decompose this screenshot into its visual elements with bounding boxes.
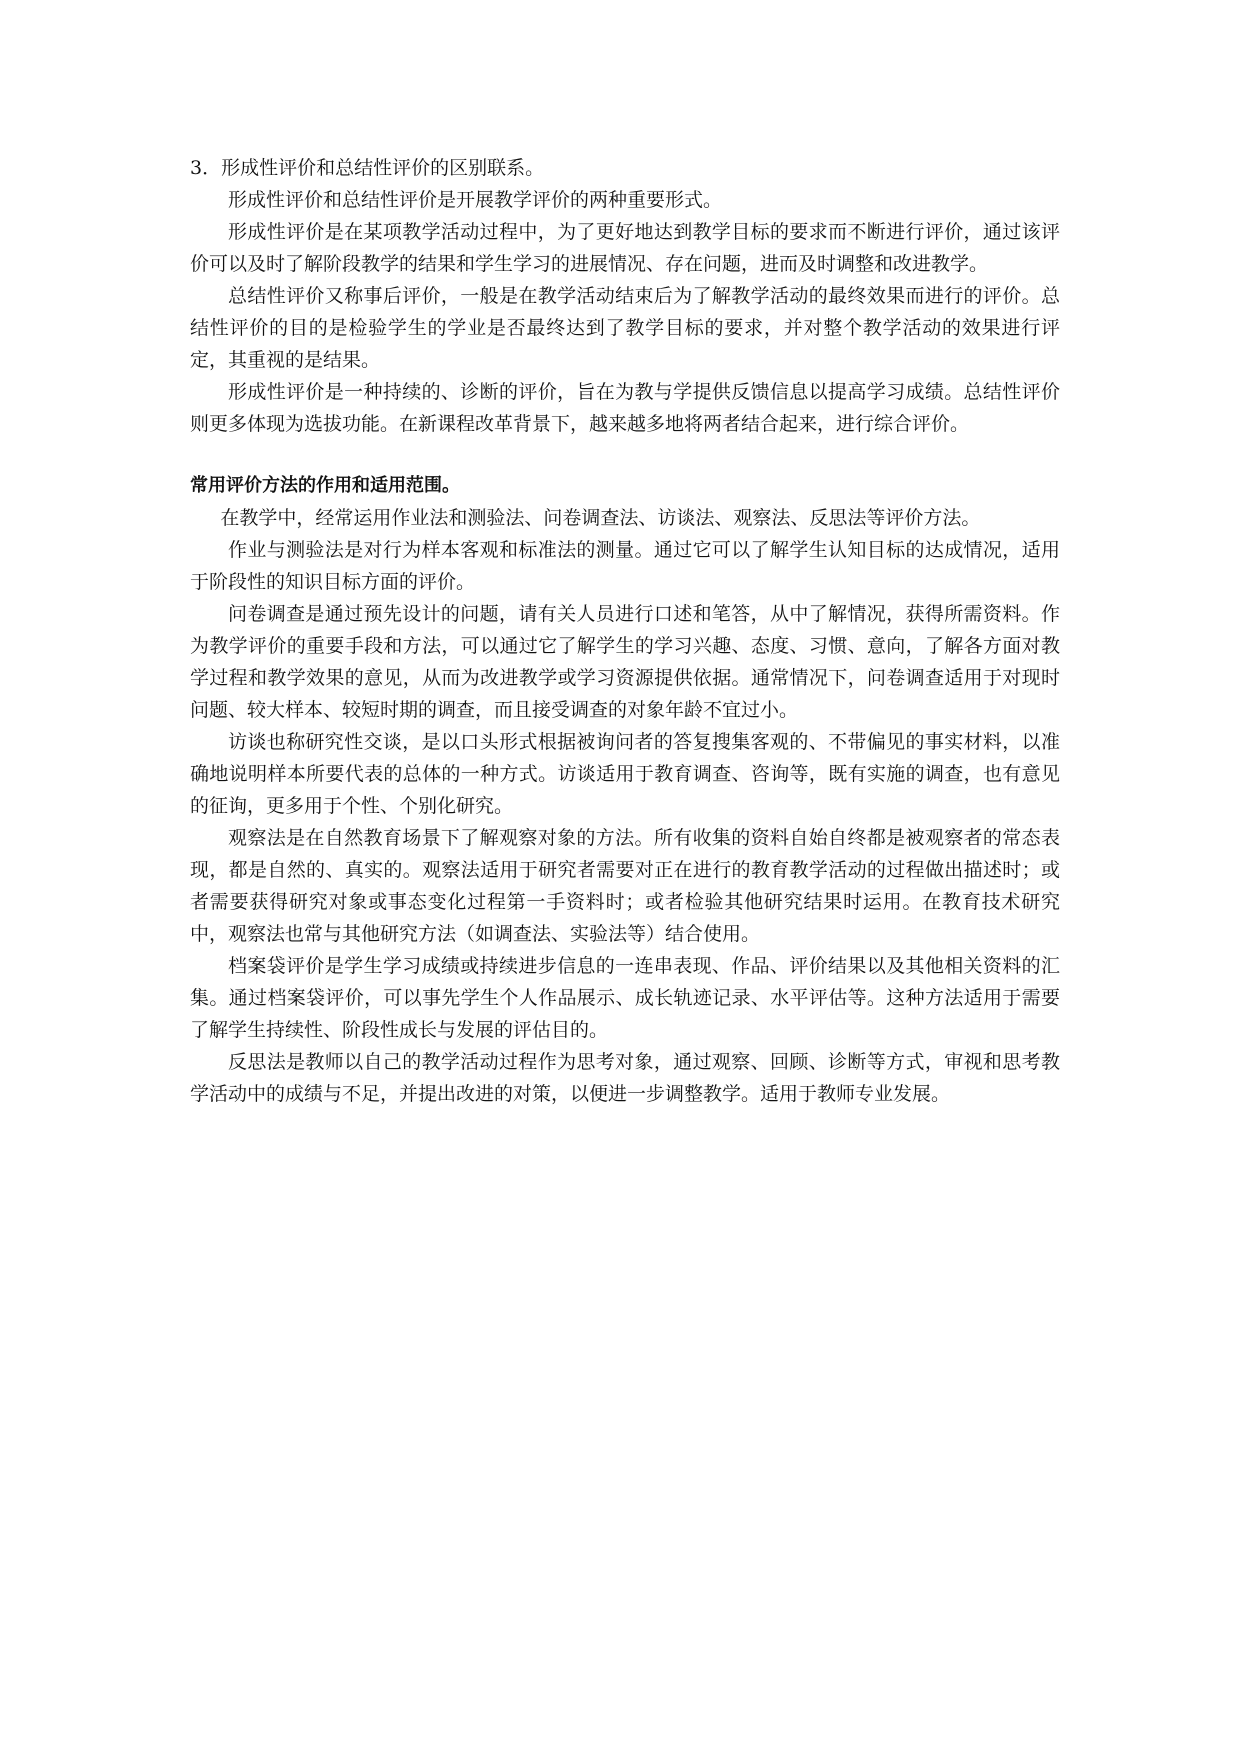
section-heading: 常用评价方法的作用和适用范围。 — [190, 475, 460, 496]
paragraph: 问卷调查是通过预先设计的问题，请有关人员进行口述和笔答，从中了解情况，获得所需资料。作为教学评价的重要手段和方法，可以通过它了解学生的学习兴趣、态度、习惯、意向，了解各方面对教学过程和教学效果的意见，从而为改进教学或学习资源提供依据。通常情况下，问卷调查适用于对现时问题、较大样本、较短时期的调查，而且接受调查的对象年龄不宜过小。 — [190, 603, 1060, 721]
paragraph: 档案袋评价是学生学习成绩或持续进步信息的一连串表现、作品、评价结果以及其他相关资料的汇集。通过档案袋评价，可以事先学生个人作品展示、成长轨迹记录、水平评估等。这种方法适用于需要了解学生持续性、阶段性成长与发展的评估目的。 — [190, 955, 1060, 1041]
paragraph: 总结性评价又称事后评价，一般是在教学活动结束后为了解教学活动的最终效果而进行的评价。总结性评价的目的是检验学生的学业是否最终达到了教学目标的要求，并对整个教学活动的效果进行评定，其重视的是结果。 — [190, 285, 1060, 371]
paragraph: 观察法是在自然教育场景下了解观察对象的方法。所有收集的资料自始自终都是被观察者的常态表现，都是自然的、真实的。观察法适用于研究者需要对正在进行的教育教学活动的过程做出描述时；或者需要获得研究对象或事态变化过程第一手资料时；或者检验其他研究结果时运用。在教育技术研究中，观察法也常与其他研究方法（如调查法、实验法等）结合使用。 — [190, 827, 1060, 945]
paragraph: 形成性评价是在某项教学活动过程中，为了更好地达到教学目标的要求而不断进行评价，通过该评价可以及时了解阶段教学的结果和学生学习的进展情况、存在问题，进而及时调整和改进教学。 — [190, 221, 1060, 275]
document-page — [190, 152, 1060, 1110]
paragraph: 反思法是教师以自己的教学活动过程作为思考对象，通过观察、回顾、诊断等方式，审视和思考教学活动中的成绩与不足，并提出改进的对策，以便进一步调整教学。适用于教师专业发展。 — [190, 1051, 1060, 1105]
paragraph: 形成性评价是一种持续的、诊断的评价，旨在为教与学提供反馈信息以提高学习成绩。总结性评价则更多体现为选拔功能。在新课程改革背景下，越来越多地将两者结合起来，进行综合评价。 — [190, 381, 1060, 435]
paragraph: 形成性评价和总结性评价是开展教学评价的两种重要形式。 — [228, 189, 723, 211]
paragraph: 访谈也称研究性交谈，是以口头形式根据被询问者的答复搜集客观的、不带偏见的事实材料，以准确地说明样本所要代表的总体的一种方式。访谈适用于教育调查、咨询等，既有实施的调查，也有意见的征询，更多用于个性、个别化研究。 — [190, 731, 1060, 817]
paragraph: 作业与测验法是对行为样本客观和标准法的测量。通过它可以了解学生认知目标的达成情况，适用于阶段性的知识目标方面的评价。 — [190, 539, 1060, 593]
paragraph: 在教学中，经常运用作业法和测验法、问卷调查法、访谈法、观察法、反思法等评价方法。 — [220, 507, 981, 529]
section-title: 3．形成性评价和总结性评价的区别联系。 — [190, 157, 545, 179]
